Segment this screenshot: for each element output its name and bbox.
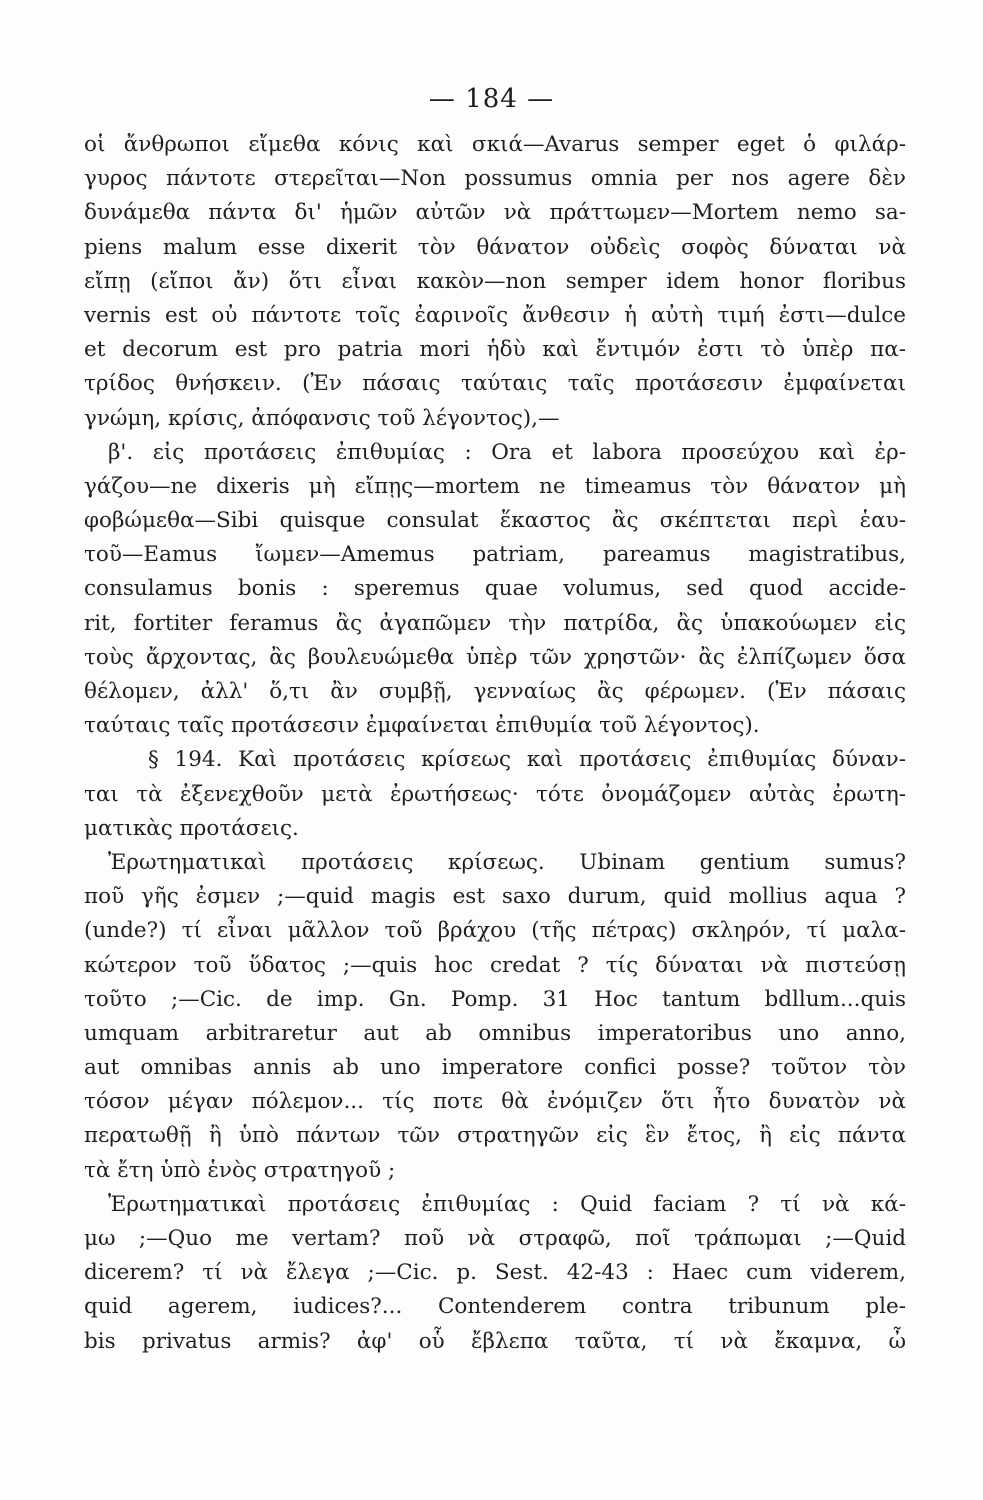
text-line: umquam arbitraretur aut ab omnibus imperatoribus uno anno, [84, 1020, 906, 1046]
section-heading-line: § 194. Καὶ προτάσεις κρίσεως καὶ προτάσεις ἐπιθυμίας δύναν- [148, 747, 906, 773]
text-line: μω ;—Quo me vertam? ποῦ νὰ στραφῶ, ποῖ τράπωμαι ;—Quid [84, 1226, 906, 1251]
text-line: rit, fortiter feramus ἂς ἀγαπῶμεν τὴν πατρίδα, ἂς ὑπακούωμεν εἰς [84, 610, 906, 636]
text-line: aut omnibas annis ab uno imperatore confici posse? τοῦτον τὸν [84, 1055, 906, 1081]
text-line: φοβώμεθα—Sibi quisque consulat ἕκαστος ἂς σκέπτεται περὶ ἑαυ- [84, 508, 906, 534]
text-line: (unde?) τί εἶναι μᾶλλον τοῦ βράχου (τῆς πέτρας) σκληρόν, τί μαλα- [84, 918, 906, 944]
text-line: δυνάμεθα πάντα δι' ἡμῶν αὐτῶν νὰ πράττωμεν—Mortem nemo sa- [84, 200, 906, 226]
text-line: τοῦτο ;—Cic. de imp. Gn. Pomp. 31 Hoc tantum bdllum...quis [84, 986, 906, 1012]
text-line: θέλομεν, ἀλλ' ὅ,τι ἂν συμβῇ, γενναίως ἂς φέρωμεν. (Ἐν πάσαις [84, 679, 906, 704]
text-line: bis privatus armis? ἀφ' οὗ ἔβλεπα ταῦτα, τί νὰ ἔκαμνα, ὦ [84, 1328, 906, 1354]
text-line: τοῦ—Eamus ἴωμεν—Amemus patriam, pareamus magistratibus, [84, 542, 906, 568]
text-line: ταύταις ταῖς προτάσεσιν ἐμφαίνεται ἐπιθυμία τοῦ λέγοντος). [84, 713, 760, 739]
body-text [84, 128, 906, 1359]
text-line: γνώμη, κρίσις, ἀπόφανσις τοῦ λέγοντος),— [84, 405, 560, 431]
text-line: ποῦ γῆς ἐσμεν ;—quid magis est saxo durum, quid mollius aqua ? [84, 884, 906, 910]
text-line: γάζου—ne dixeris μὴ εἴπῃς—mortem ne timeamus τὸν θάνατον μὴ [84, 473, 906, 499]
text-line: piens malum esse dixerit τὸν θάνατον οὐδεὶς σοφὸς δύναται νὰ [84, 234, 906, 260]
text-line: γυρος πάντοτε στερεῖται—Non possumus omnia per nos agere δὲν [84, 166, 906, 192]
text-line: dicerem? τί νὰ ἔλεγα ;—Cic. p. Sest. 42-43 : Haec cum viderem, [84, 1260, 906, 1286]
text-line: ματικὰς προτάσεις. [84, 815, 299, 841]
text-line: τοὺς ἄρχοντας, ἂς βουλευώμεθα ὑπὲρ τῶν χρηστῶν· ἂς ἐλπίζωμεν ὅσα [84, 644, 906, 670]
text-line: Ἐρωτηματικαὶ προτάσεις κρίσεως. Ubinam gentium sumus? [108, 849, 906, 875]
text-line: τρίδος θνήσκειν. (Ἐν πάσαις ταύταις ταῖς προτάσεσιν ἐμφαίνεται [84, 371, 906, 397]
text-line: et decorum est pro patria mori ἡδὺ καὶ ἔντιμόν ἐστι τὸ ὑπὲρ πα- [84, 337, 906, 363]
page-number: — 184 — [428, 84, 555, 114]
text-line: τόσον μέγαν πόλεμον... τίς ποτε θὰ ἐνόμιζεν ὅτι ἦτο δυνατὸν νὰ [84, 1089, 906, 1115]
text-line: περατωθῇ ἢ ὑπὸ πάντων τῶν στρατηγῶν εἰς ἓν ἔτος, ἢ εἰς πάντα [84, 1123, 906, 1149]
text-line: consulamus bonis : speremus quae volumus, sed quod accide- [84, 576, 906, 602]
text-line: vernis est οὐ πάντοτε τοῖς ἐαρινοῖς ἄνθεσιν ἡ αὐτὴ τιμή ἐστι—dulce [84, 302, 906, 328]
text-line: quid agerem, iudices?... Contenderem contra tribunum ple- [84, 1294, 906, 1320]
text-line: οἱ ἄνθρωποι εἴμεθα κόνις καὶ σκιά—Avarus semper eget ὁ φιλάρ- [84, 132, 906, 157]
text-line: κώτερον τοῦ ὕδατος ;—quis hoc credat ? τίς δύναται νὰ πιστεύσῃ [84, 952, 906, 978]
text-line: εἴπῃ (εἴποι ἄν) ὅτι εἶναι κακὸν—non semper idem honor floribus [84, 268, 906, 294]
text-line: β'. εἰς προτάσεις ἐπιθυμίας : Ora et labora προσεύχου καὶ ἐρ- [108, 439, 906, 465]
text-line: ται τὰ ἐξενεχθοῦν μετὰ ἐρωτήσεως· τότε ὀνομάζομεν αὐτὰς ἐρωτη- [84, 781, 906, 807]
text-line: Ἐρωτηματικαὶ προτάσεις ἐπιθυμίας : Quid faciam ? τί νὰ κά- [108, 1191, 906, 1217]
text-line: τὰ ἔτη ὑπὸ ἑνὸς στρατηγοῦ ; [84, 1157, 396, 1183]
